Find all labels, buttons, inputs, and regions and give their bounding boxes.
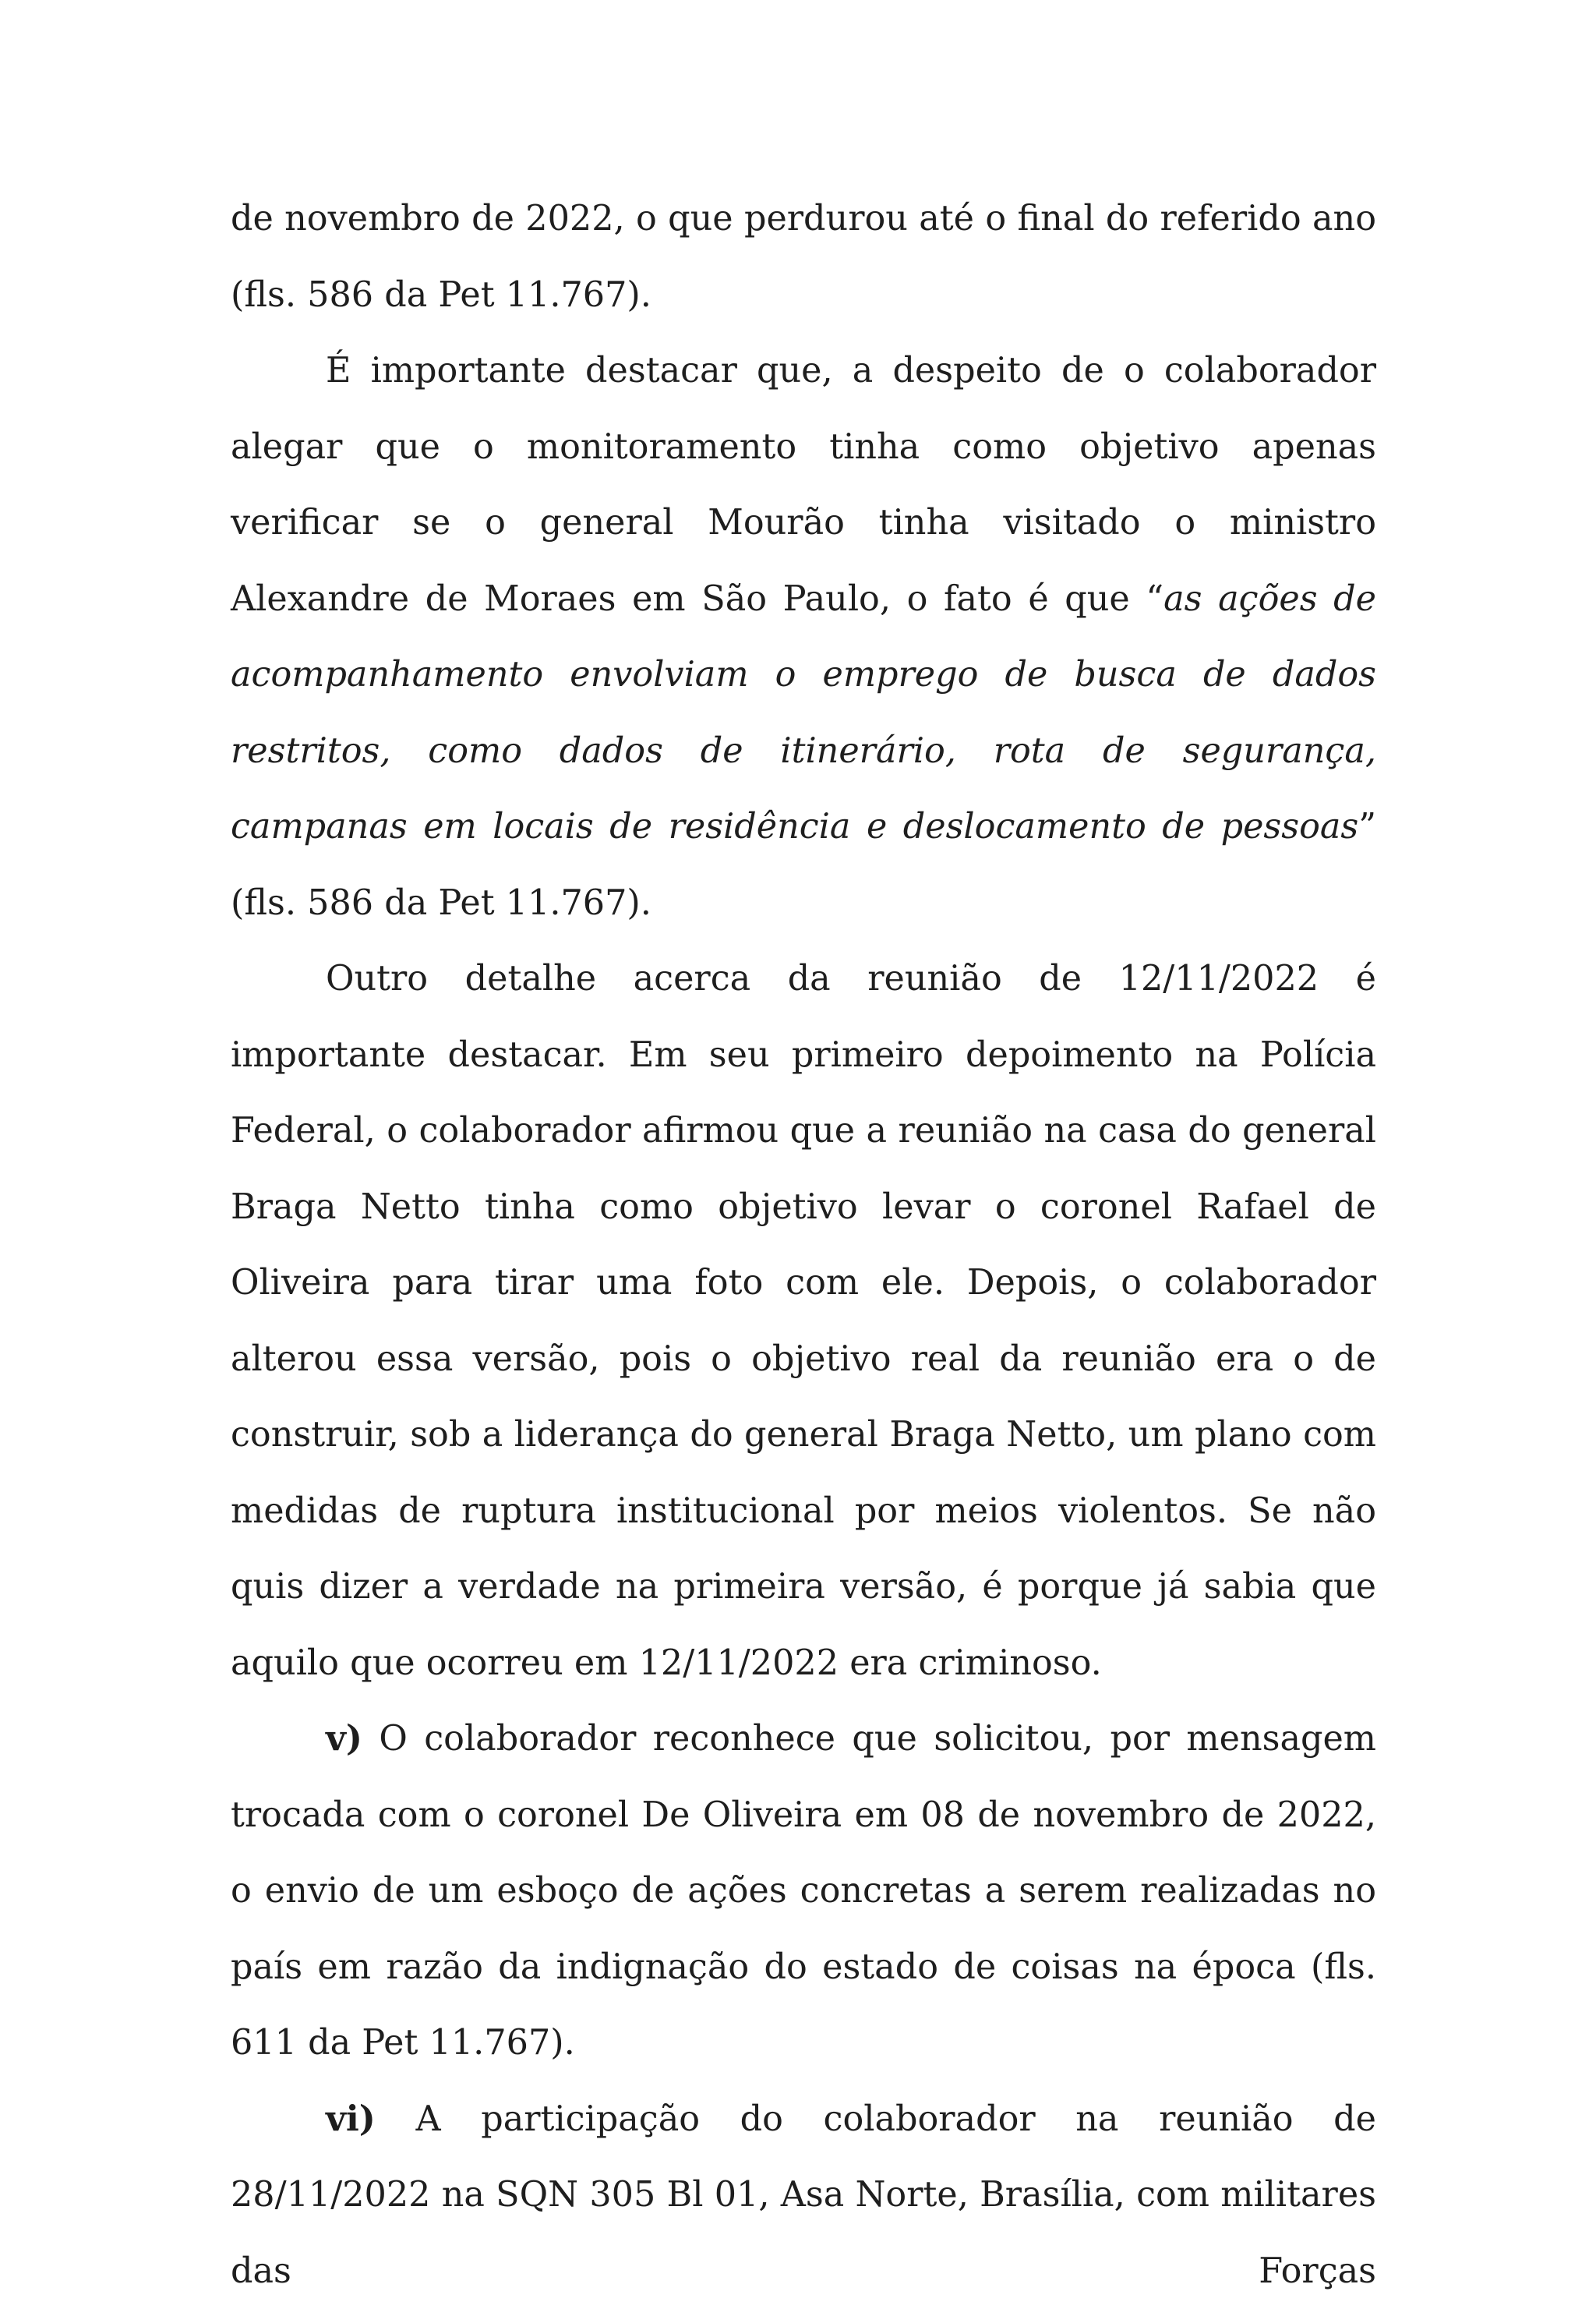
paragraph-text: Outro detalhe acerca da reunião de 12/11/2022 é importante destacar. Em seu primeiro depoimento na Polícia Federal, o colaborador afirmou que a reunião na casa do general Braga Netto tinha como objetivo levar o coronel Rafael de Oliveira para tirar uma foto com ele. Depois, o colaborador alterou essa versão, pois o objetivo real da reunião era o de construir, sob a liderança do general Braga Netto, um plano com medidas de ruptura institucional por meios violentos. Se não quis dizer a verdade na primeira versão, é porque já sabia que aquilo que ocorreu em 12/11/2022 era criminoso. [231,959,1376,1683]
paragraph-item-v [231,1701,1376,2081]
item-marker: v) [326,1718,362,1759]
paragraph-text: O colaborador reconhece que solicitou, por mensagem trocada com o coronel De Oliveira em 08 de novembro de 2022, o envio de um esboço de ações concretas a serem realizadas no país em razão da indignação do estado de coisas na época (fls. 611 da Pet 11.767). [231,1719,1376,2063]
paragraph-continuation [231,181,1376,333]
paragraph-text: de novembro de 2022, o que perdurou até o final do referido ano (fls. 586 da Pet 11.767). [231,199,1376,315]
paragraph-text: É importante destacar que, a despeito de o colaborador alegar que o monitoramento tinha como objetivo apenas verificar se o general Mourão tinha visitado o ministro Alexandre de Moraes em São Paulo, o fato é que “ [231,351,1376,619]
paragraph-monitoring [231,333,1376,941]
paragraph-text: ” (fls. 586 da Pet 11.767). [231,807,1376,923]
paragraph-item-vi [231,2081,1376,2309]
paragraph-meeting-detail [231,941,1376,1701]
paragraph-text: A participação do colaborador na reunião de 28/11/2022 na SQN 305 Bl 01, Asa Norte, Brasília, com militares das Forças [231,2099,1376,2291]
item-marker: vi) [326,2099,376,2139]
document-page [231,181,1376,2309]
italic-quote: as ações de acompanhamento envolviam o emprego de busca de dados restritos, como dados de itinerário, rota de segurança, campanas em locais de residência e deslocamento de pessoas [231,579,1376,847]
